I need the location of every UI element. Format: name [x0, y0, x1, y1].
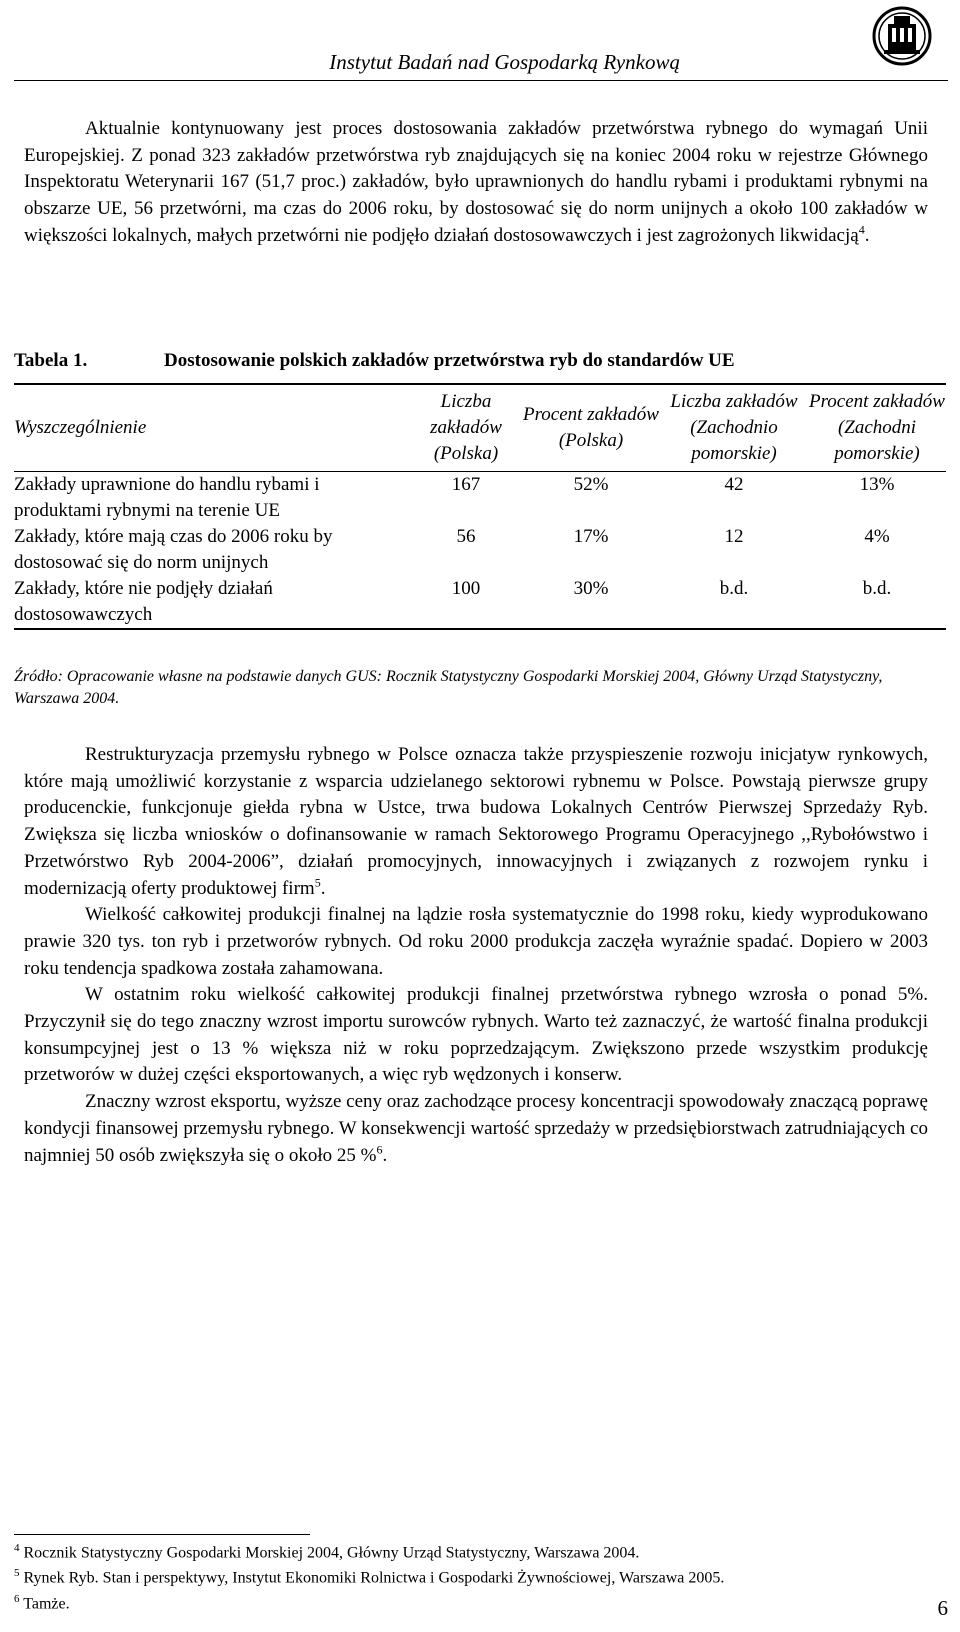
- table-row: [14, 576, 946, 629]
- table-cell: 30%: [573, 578, 609, 599]
- table-cell: b.d.: [862, 578, 892, 599]
- table-cell: Zakłady, które mają czas do 2006 roku by dostosować się do norm unijnych: [14, 526, 333, 573]
- table-cell: b.d.: [719, 578, 749, 599]
- footnote-divider: [14, 1534, 310, 1535]
- table-header-row: [14, 384, 946, 472]
- table-cell: Zakłady, które nie podjęły działań dostosowawczych: [14, 578, 273, 625]
- body-paragraph: Wielkość całkowitej produkcji finalnej na lądzie rosła systematycznie do 1998 roku, kiedy wyprodukowano prawie 320 tys. ton ryb i przetworów rybnych. Od roku 2000 produkcja zaczęła wyraźnie spadać. Dopiero w 2003 roku tendencja spadkowa została zahamowana.: [24, 904, 928, 979]
- table-cell: 100: [451, 578, 481, 599]
- body-paragraph: Znaczny wzrost eksportu, wyższe ceny oraz zachodzące procesy koncentracji spowodowały znaczącą poprawę kondycji finansowej przemysłu rybnego. W konsekwencji wartość sprzedaży w przedsiębiorstwach zatrudniających co najmniej 50 osób zwiększyła się o około 25 %$^6$.: [24, 1091, 928, 1166]
- table-header-cell: Procent zakładów (Polska): [522, 384, 660, 472]
- page-header: [14, 0, 948, 81]
- table-cell: Zakłady uprawnione do handlu rybami i produktami rybnymi na terenie UE: [14, 474, 320, 521]
- table-cell: 12: [724, 526, 744, 547]
- body-paragraph: W ostatnim roku wielkość całkowitej produkcji finalnej przetwórstwa rybnego wzrosła o ponad 5%. Przyczynił się do tego znaczny wzrost importu surowców rybnych. Warto też zaznaczyć, że wartość finalna produkcji konsumpcyjnej jest o 13 % większa niż w roku poprzedzającym. Zwiększono przede wszystkim produkcję przetworów w dużej części eksportowanych, a więc ryb wędzonych i konserw.: [24, 984, 928, 1086]
- header-title: Instytut Badań nad Gospodarką Rynkową: [329, 50, 680, 74]
- footnote-item: $^4$ Rocznik Statystyczny Gospodarki Morskiej 2004, Główny Urząd Statystyczny, Warszawa 2004.: [14, 1542, 640, 1562]
- body-paragraph: Restrukturyzacja przemysłu rybnego w Polsce oznacza także przyspieszenie rozwoju inicjatyw rynkowych, które mają umożliwić korzystanie z wsparcia udzielanego sektorowi rybnemu w Polsce. Powstają pierwsze grupy producenckie, funkcjonuje giełda rybna w Ustce, trwa budowa Lokalnych Centrów Pierwszej Sprzedaży Ryb. Zwiększa się liczba wniosków o dofinansowanie w ramach Sektorowego Programu Operacyjnego ,,Rybołówstwo i Przetwórstwo Ryb 2004-2006”, działań promocyjnych, innowacyjnych i związanych z rozwojem rynku i modernizacją oferty produktowej firm$^5$.: [24, 744, 928, 899]
- table-row: [14, 472, 946, 525]
- table-cell: 42: [724, 474, 744, 495]
- table-header-cell: Liczba zakładów (Polska): [410, 384, 522, 472]
- table-cell: 4%: [864, 526, 890, 547]
- footnotes: [14, 1538, 934, 1614]
- table-header-cell: Liczba zakładów (Zachodnio pomorskie): [660, 384, 808, 472]
- table-cell: 17%: [573, 526, 609, 547]
- table-cell: 52%: [573, 474, 609, 495]
- footnote-item: $^5$ Rynek Ryb. Stan i perspektywy, Instytut Ekonomiki Rolnictwa i Gospodarki Żywnościowej, Warszawa 2005.: [14, 1567, 725, 1587]
- footnote-item: $^6$ Tamże.: [14, 1592, 70, 1612]
- table-caption: Tabela 1. Dostosowanie polskich zakładów przetwórstwa ryb do standardów UE: [14, 350, 735, 371]
- body-paragraphs: [24, 742, 928, 1169]
- table-row: [14, 524, 946, 576]
- intro-paragraph: Aktualnie kontynuowany jest proces dostosowania zakładów przetwórstwa rybnego do wymagań Unii Europejskiej. Z ponad 323 zakładów przetwórstwa ryb znajdujących się na koniec 2004 roku w rejestrze Głównego Inspektoratu Weterynarii 167 (51,7 proc.) zakładów, było uprawnionych do handlu rybami i produktami rybnymi na obszarze UE, 56 przetwórni, ma czas do 2006 roku, by dostosować się do norm unijnych a około 100 zakładów w większości lokalnych, małych przetwórni nie podjęło działań dostosowawczych i jest zagrożonych likwidacją$^4$.: [24, 118, 928, 246]
- table-source: Źródło: Opracowanie własne na podstawie danych GUS: Rocznik Statystyczny Gospodarki Morskiej 2004, Główny Urząd Statystyczny, Warszawa 2004.: [14, 668, 883, 707]
- institute-emblem-icon: [870, 4, 934, 68]
- table-cell: 56: [456, 526, 476, 547]
- data-table: [14, 383, 946, 630]
- table-header-cell: Procent zakładów (Zachodni pomorskie): [808, 384, 946, 472]
- table-header-cell: Wyszczególnienie: [14, 384, 410, 472]
- table-cell: 13%: [859, 474, 895, 495]
- page-number: 6: [937, 1596, 948, 1620]
- table-cell: 167: [451, 474, 481, 495]
